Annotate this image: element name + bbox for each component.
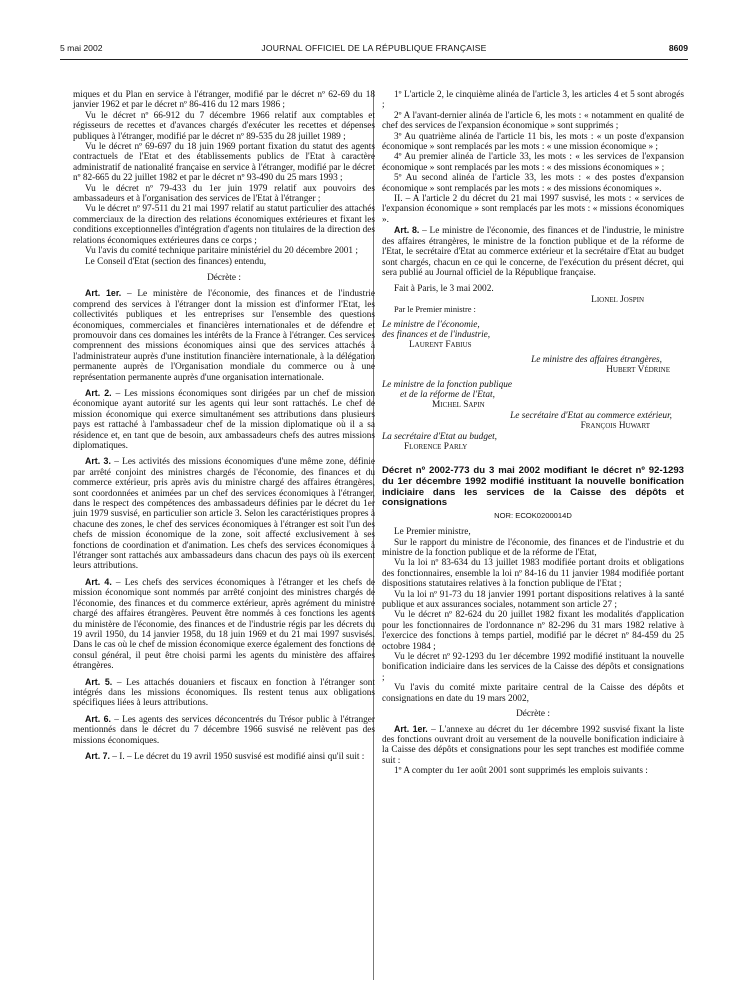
right-column bbox=[382, 90, 684, 777]
nor-reference: NOR: ECOK0200014D bbox=[494, 510, 572, 520]
signatory-name: Michel Sapin bbox=[432, 400, 485, 411]
article-5: Art. 5. – Les attachés douaniers et fiscaux en fonction à l'étranger sont intégrés dans les missions économiques. Ils restent tenus aux obligations spécifiques liées à leurs attributions. bbox=[73, 676, 375, 709]
signatory-title: Le ministre de l'économie, bbox=[382, 319, 480, 330]
paragraph: Vu le décret nº 92-1293 du 1er décembre 1992 modifié instituant la nouvelle bonification indiciaire dans les services de la Caisse des dépôts et consignations ; bbox=[382, 652, 684, 683]
signatory-name: Lionel Jospin bbox=[591, 294, 644, 305]
signatory-title: Le ministre des affaires étrangères, bbox=[531, 354, 662, 365]
paragraph: II. – A l'article 2 du décret du 21 mai 1997 susvisé, les mots : « services de l'expansion économique » sont remplacés par les mots : « missions économiques ». bbox=[382, 194, 684, 225]
header-rule bbox=[60, 59, 688, 60]
paragraph: Vu le décret nº 82-624 du 20 juillet 1982 fixant les modalités d'application pour les fonctionnaires de l'ordonnance nº 82-296 du 31 mars 1982 relative à l'exercice des fonctions à temps partiel, modifié par le décret nº 84-459 du 25 octobre 1984 ; bbox=[382, 610, 684, 652]
article-heading: Art. 4. bbox=[85, 576, 112, 587]
header-date: 5 mai 2002 bbox=[60, 43, 103, 53]
signatory-title: des finances et de l'industrie, bbox=[382, 329, 491, 340]
signature-place-date: Fait à Paris, le 3 mai 2002. bbox=[394, 284, 494, 295]
article-heading: Art. 1er. bbox=[85, 288, 122, 299]
header-page-number: 8609 bbox=[668, 43, 688, 53]
left-column bbox=[73, 90, 375, 762]
signatory-name: Laurent Fabius bbox=[409, 340, 472, 351]
signatory-title: La secrétaire d'Etat au budget, bbox=[382, 431, 497, 442]
paragraph: Vu le décret nº 66-912 du 7 décembre 1966 relatif aux comptables et régisseurs de recettes et d'avances chargés d'exécuter les recettes et dépenses publiques à l'étranger, modifié par le décret nº 89-535 du 28 juillet 1989 ; bbox=[73, 110, 375, 142]
header-journal-title: JOURNAL OFFICIEL DE LA RÉPUBLIQUE FRANÇAISE bbox=[261, 43, 487, 53]
article-3: Art. 3. – Les activités des missions économiques d'une même zone, définie par arrêté conjoint des ministres chargés de l'économie, des finances et du commerce extérieur, pris après avis du ministre chargé des affaires étrangères, sont coordonnées et animées par un chef des services économiques à l'étranger, dans le respect des compétences des ambassadeurs définies par le décret du 1er juin 1979 susvisé, en particulier son article 3. Selon les caractéristiques propres à chacune des zones, le chef des services économiques à l'étranger est soit l'un des chefs de mission économique de la zone, soit affecté exclusivement à ses fonctions de coordination et d'animation. Les chefs des services économiques à l'étranger sont rattachés aux ambassadeurs dans chacun des pays où ils exercent leurs attributions. bbox=[73, 456, 375, 572]
decree-title: Décret nº 2002-773 du 3 mai 2002 modifiant le décret nº 92-1293 du 1er décembre 1992 modifié instituant la nouvelle bonification indiciaire dans les services de la Caisse des dépôts et consignations bbox=[382, 465, 684, 509]
paragraph: 5º Au second alinéa de l'article 33, les mots : « des postes d'expansion économique » sont remplacés par les mots : « des missions économiques ». bbox=[382, 173, 684, 194]
paragraph: Le Premier ministre, bbox=[394, 527, 471, 538]
paragraph: miques et du Plan en service à l'étranger, modifié par le décret nº 62-69 du 18 janvier 1962 et par le décret nº 86-416 du 12 mars 1986 ; bbox=[73, 90, 375, 111]
article-8: Art. 8. – Le ministre de l'économie, des finances et de l'industrie, le ministre des affaires étrangères, le ministre de la fonction publique et de la réforme de l'Etat, le secrétaire d'Etat au commerce extérieur et la secrétaire d'Etat au budget sont chargés, chacun en ce qui le concerne, de l'exécution du présent décret, qui sera publié au Journal officiel de la République française. bbox=[382, 225, 684, 278]
article-6: Art. 6. – Les agents des services déconcentrés du Trésor public à l'étranger mentionnés dans le décret du 7 décembre 1966 susvisé ne relèvent pas des missions économiques. bbox=[73, 713, 375, 746]
page-header bbox=[60, 43, 688, 57]
paragraph: 1º L'article 2, le cinquième alinéa de l'article 3, les articles 4 et 5 sont abrogés ; bbox=[382, 90, 684, 111]
decrete-heading: Décrète : bbox=[516, 709, 550, 720]
paragraph: Vu l'avis du comité mixte paritaire central de la Caisse des dépôts et consignations en date du 19 mars 2002, bbox=[382, 683, 684, 704]
paragraph: Sur le rapport du ministre de l'économie, des finances et de l'industrie et du ministre de la fonction publique et de la réforme de l'Etat, bbox=[382, 537, 684, 558]
paragraph: 1º A compter du 1er août 2001 sont supprimés les emplois suivants : bbox=[394, 766, 648, 777]
signatory-name: François Huwart bbox=[580, 421, 650, 432]
paragraph: Vu le décret nº 97-511 du 21 mai 1997 relatif au statut particulier des attachés commerciaux de la direction des relations économiques extérieures et fixant les conditions exceptionnelles d'intégration d'agents non titulaires de la direction des relations économiques extérieures dans ce corps ; bbox=[73, 204, 375, 246]
paragraph: 2º A l'avant-dernier alinéa de l'article 6, les mots : « notamment en qualité de chef des services de l'expansion économique » sont supprimés ; bbox=[382, 110, 684, 132]
paragraph: Vu l'avis du comité technique paritaire ministériel du 20 décembre 2001 ; bbox=[85, 246, 358, 257]
article-1-second-decree: Art. 1er. – L'annexe au décret du 1er décembre 1992 susvisé fixant la liste des fonctions ouvrant droit au versement de la nouvelle bonification indiciaire à la Caisse des dépôts et consignations pour les sept tranches est modifiée comme suit : bbox=[382, 723, 685, 766]
article-2: Art. 2. – Les missions économiques sont dirigées par un chef de mission économique ayant autorité sur les agents qui leur sont rattachés. Le chef de mission économique qui exerce simultanément ses attributions dans plusieurs pays est rattaché à l'ambassadeur chef de la mission diplomatique où il a sa résidence et, en tant que de besoin, aux ambassadeurs chefs des autres missions diplomatiques. bbox=[73, 387, 375, 451]
paragraph: Vu la loi nº 91-73 du 18 janvier 1991 portant dispositions relatives à la santé publique et aux assurances sociales, notamment son article 27 ; bbox=[382, 589, 684, 611]
article-heading: Art. 2. bbox=[85, 387, 112, 398]
paragraph: Vu le décret nº 79-433 du 1er juin 1979 relatif aux pouvoirs des ambassadeurs et à l'organisation des services de l'Etat à l'étranger ; bbox=[73, 183, 375, 205]
article-7: Art. 7. – I. – Le décret du 19 avril 1950 susvisé est modifié ainsi qu'il suit : bbox=[85, 750, 365, 762]
signatory-title: et de la réforme de l'Etat, bbox=[400, 389, 495, 400]
signatory-intro: Par le Premier ministre : bbox=[394, 305, 476, 315]
signatory-title: Le secrétaire d'Etat au commerce extérieur, bbox=[510, 410, 672, 421]
signatory-title: Le ministre de la fonction publique bbox=[382, 379, 513, 390]
article-heading: Art. 3. bbox=[85, 456, 111, 467]
decrete-heading: Décrète : bbox=[207, 272, 241, 283]
paragraph: 3º Au quatrième alinéa de l'article 11 bis, les mots : « un poste d'expansion économique » sont remplacés par les mots : « une mission économique » ; bbox=[382, 131, 684, 153]
paragraph: Vu le décret nº 69-697 du 18 juin 1969 portant fixation du statut des agents contractuels de l'Etat et des établissements publics de l'Etat à caractère administratif de nationalité française en service à l'étranger, modifié par le décret nº 82-665 du 22 juillet 1982 et par le décret nº 93-490 du 25 mars 1993 ; bbox=[73, 142, 375, 184]
article-heading: Art. 5. bbox=[85, 676, 113, 687]
paragraph: Le Conseil d'Etat (section des finances) entendu, bbox=[85, 256, 267, 267]
article-4: Art. 4. – Les chefs des services économiques à l'étranger et les chefs de mission économique sont nommés par arrêté conjoint des ministres chargés de l'économie, des finances et du commerce extérieur, après agrément du ministre chargé des affaires étrangères. Peuvent être nommés à ces fonctions les agents du ministère de l'économie, des finances et de l'industrie régis par les décrets du 19 avril 1950, du 14 janvier 1958, du 18 juin 1969 et du 21 mai 1997 susvisés. Dans le cas où le chef de mission économique exerce également des fonctions de consul général, il peut être choisi parmi les agents du ministère des affaires étrangères. bbox=[73, 576, 375, 672]
article-heading: Art. 6. bbox=[85, 713, 111, 724]
article-heading: Art. 8. bbox=[394, 225, 420, 236]
paragraph: 4º Au premier alinéa de l'article 33, les mots : « les services de l'expansion économique » sont remplacés par les mots : « des missions économiques » ; bbox=[382, 152, 684, 173]
article-heading: Art. 1er. bbox=[394, 723, 428, 734]
signatory-name: Florence Parly bbox=[404, 442, 468, 452]
paragraph: Vu la loi nº 83-634 du 13 juillet 1983 modifiée portant droits et obligations des fonctionnaires, ensemble la loi nº 84-16 du 11 janvier 1984 modifiée portant dispositions statutaires relatives à la fonction publique de l'Etat ; bbox=[382, 558, 684, 590]
article-heading: Art. 7. bbox=[85, 750, 110, 761]
signatory-name: Hubert Védrine bbox=[606, 365, 670, 376]
article-1: Art. 1er. – Le ministère de l'économie, des finances et de l'industrie comprend des services à l'étranger dont la mission est d'informer l'Etat, les collectivités publiques et les entreprises sur l'ensemble des questions économiques, commerciales et financières internationales et de défendre et promouvoir dans ces domaines les intérêts de la France à l'étranger. Ces services comprennent des missions économiques ainsi que des services attachés à l'administrateur auprès d'une institution financière internationale, à la délégation permanente auprès de l'Organisation mondiale du commerce ou à une représentation permanente auprès d'une organisation internationale. bbox=[73, 288, 375, 383]
